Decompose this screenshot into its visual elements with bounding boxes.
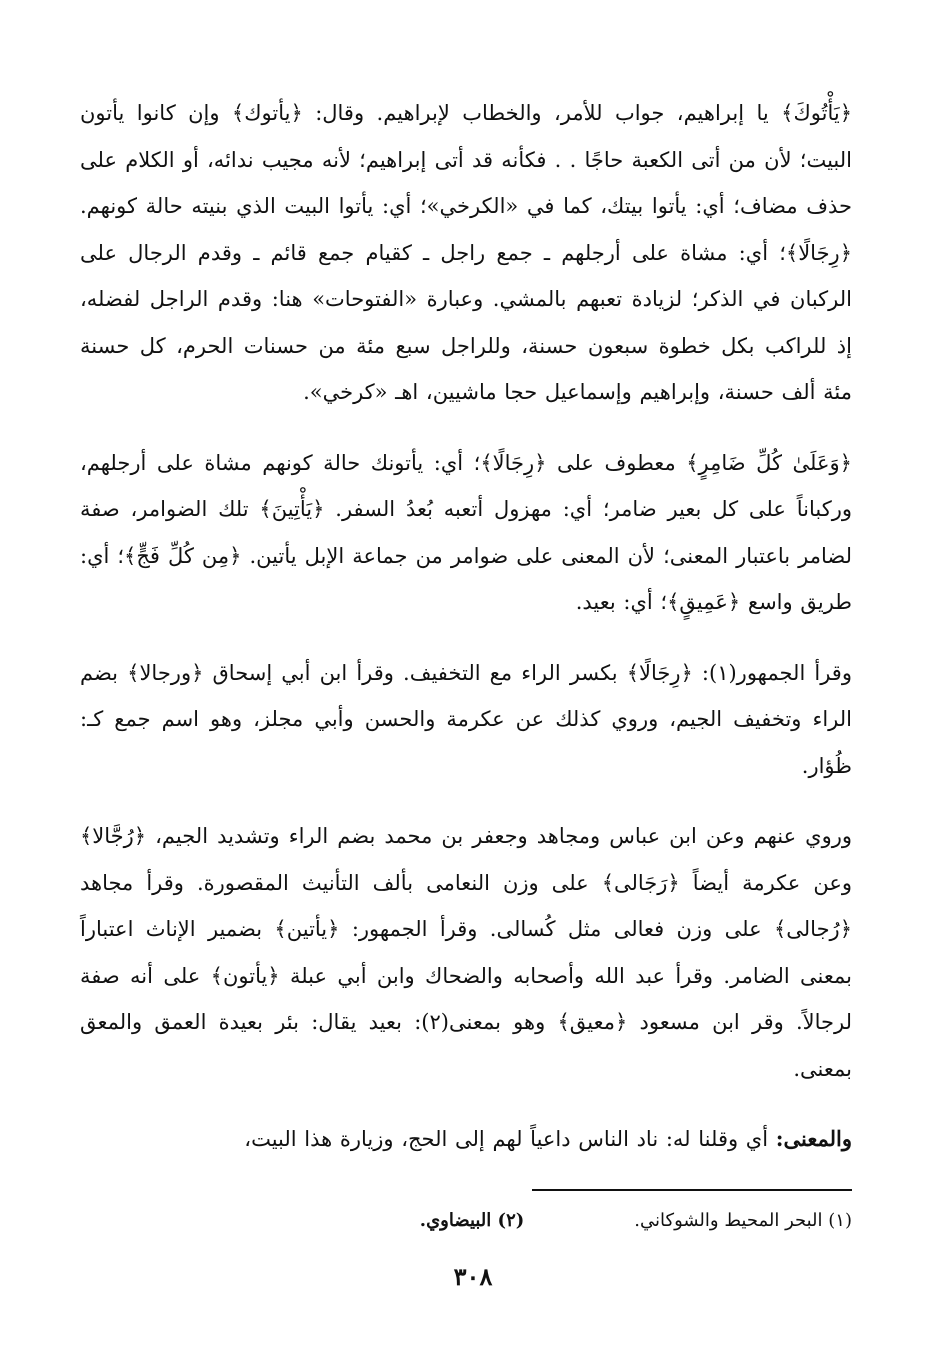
meaning-text: أي وقلنا له: ناد الناس داعياً لهم إلى الحج، وزيارة هذا البيت،: [244, 1127, 776, 1151]
paragraph-4: وروي عنهم وعن ابن عباس ومجاهد وجعفر بن محمد بضم الراء وتشديد الجيم، ﴿رُجَّالا﴾ وعن عكرمة أيضاً ﴿رَجَالى﴾ على وزن النعامى بألف التأنيث المقصورة. وقرأ مجاهد ﴿رُجالى﴾ على وزن فعالى مثل كُسالى. وقرأ الجمهور: ﴿يأتين﴾ بضمير الإناث اعتباراً بمعنى الضامر. وقرأ عبد الله وأصحابه والضحاك وابن أبي عبلة ﴿يأتون﴾ على أنه صفة لرجالاً. وقر ابن مسعود ﴿معيق﴾ وهو بمعنى(٢): بعيد يقال: بئر بعيدة العمق والمعق بمعنى.: [80, 824, 852, 1081]
paragraph-3: وقرأ الجمهور(١): ﴿رِجَالًا﴾ بكسر الراء مع التخفيف. وقرأ ابن أبي إسحاق ﴿ورجالا﴾ بضم الراء وتخفيف الجيم، وروي كذلك عن عكرمة والحسن وأبي مجلز، وهو اسم جمع كـ: ظُؤار.: [80, 660, 852, 778]
page-body: [80, 90, 852, 1187]
page-number: ٣٠٨: [453, 1262, 493, 1291]
paragraph-5: [80, 1116, 852, 1163]
paragraph-1: ﴿يَأْتُوكَ﴾ يا إبراهيم، جواب للأمر، والخطاب لإبراهيم. وقال: ﴿يأتوك﴾ وإن كانوا يأتون البيت؛ لأن من أتى الكعبة حاجًا . . فكأنه قد أتى إبراهيم؛ لأنه مجيب ندائه، أو الكلام على حذف مضاف؛ أي: يأتوا بيتك، كما في «الكرخي»؛ أي: يأتوا البيت الذي بنيته حالة كونهم. ﴿رِجَالًا﴾؛ أي: مشاة على أرجلهم ـ جمع راجل ـ كقيام جمع قائم ـ وقدم الرجال على الركبان في الذكر؛ لزيادة تعبهم بالمشي. وعبارة «الفتوحات» هنا: وقدم الراجل لفضله، إذ للراكب بكل خطوة سبعون حسنة، وللراجل سبع مئة من حسنات الحرم، كل حسنة مئة ألف حسنة، وإبراهيم وإسماعيل حجا ماشيين، اهـ «كرخي».: [80, 101, 852, 404]
footnote-divider: [532, 1189, 852, 1191]
paragraph-2: ﴿وَعَلَىٰ كُلِّ ضَامِرٍ﴾ معطوف على ﴿رِجَالًا﴾؛ أي: يأتونك حالة كونهم مشاة على أرجلهم، وركباناً على كل بعير ضامر؛ أي: مهزول أتعبه بُعدُ السفر. ﴿يَأْتِينَ﴾ تلك الضوامر، صفة لضامر باعتبار المعنى؛ لأن المعنى على ضوامر من جماعة الإبل يأتين. ﴿مِن كُلِّ فَجٍّ﴾؛ أي: طريق واسع ﴿عَمِيقٍ﴾؛ أي: بعيد.: [80, 450, 852, 614]
footnotes: [152, 1210, 852, 1231]
meaning-label: والمعنى:: [775, 1126, 852, 1151]
footnote-1: (١) البحر المحيط والشوكاني.: [634, 1210, 852, 1231]
footnote-2: (٢) البيضاوي.: [419, 1210, 525, 1231]
